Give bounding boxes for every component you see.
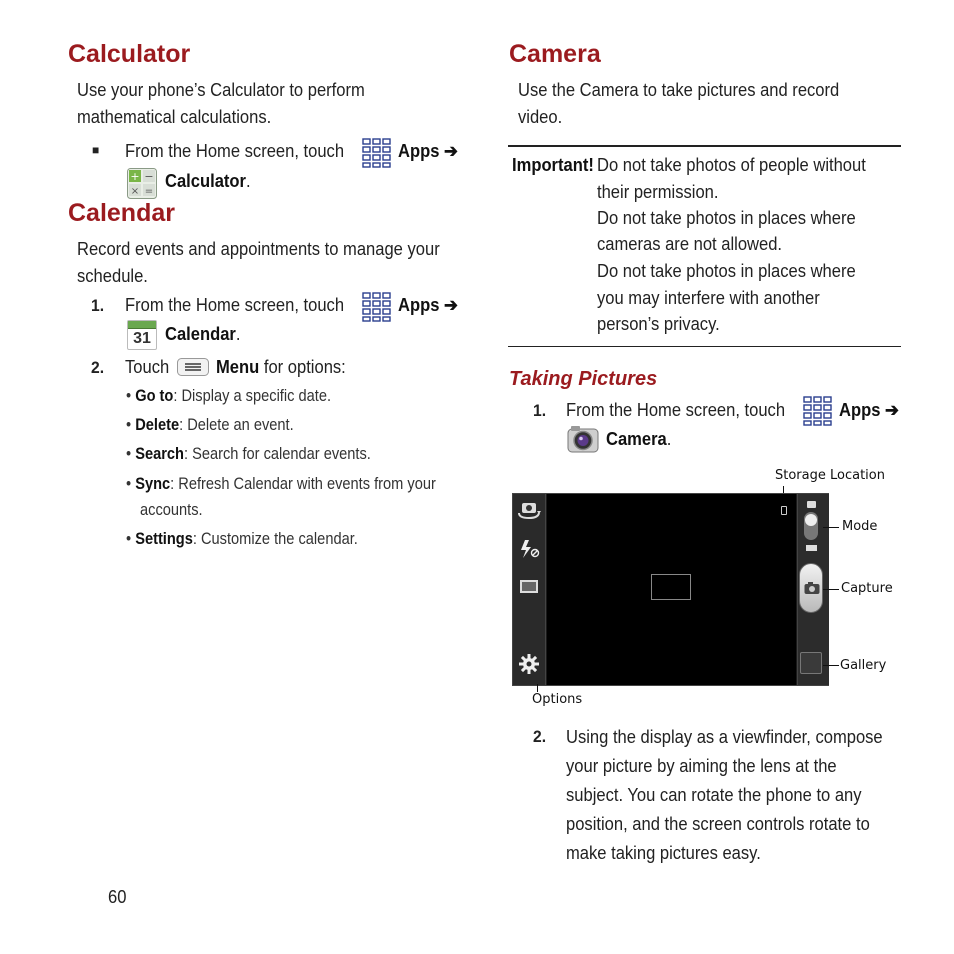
calendar-step1-number: 1.	[91, 296, 105, 315]
camera-target: Camera.	[606, 429, 672, 449]
calendar-option-sync: • Sync: Refresh Calendar with events from your	[126, 474, 436, 493]
camera-step2-line-3: subject. You can rotate the phone to any	[566, 785, 862, 805]
svg-text:−: −	[144, 170, 154, 183]
calculator-heading: Calculator	[68, 40, 191, 68]
options-callout-line	[537, 684, 538, 692]
square-bullet: ■	[92, 143, 100, 157]
important-line-1: Do not take photos of people without	[597, 155, 866, 175]
menu-key-icon	[177, 358, 209, 376]
gallery-callout-line	[823, 665, 839, 666]
important-line-4: cameras are not allowed.	[597, 234, 783, 254]
gallery-callout: Gallery	[840, 658, 887, 673]
options-callout: Options	[532, 692, 583, 707]
camera-step2-number: 2.	[533, 727, 547, 746]
camera-step1-number: 1.	[533, 401, 547, 420]
calendar-option-search: • Search: Search for calendar events.	[126, 444, 371, 463]
storage-location-callout: Storage Location	[775, 468, 885, 483]
camera-viewfinder-screen	[512, 493, 829, 686]
page-number: 60	[108, 887, 127, 907]
calculator-target: Calculator.	[165, 171, 251, 191]
camera-intro-line2: video.	[518, 107, 563, 127]
storage-icon	[781, 506, 787, 515]
calendar-icon: 31	[127, 320, 157, 350]
apps-grid-icon	[362, 138, 392, 168]
mode-callout-line	[823, 527, 839, 528]
camera-step2-line-1: Using the display as a viewfinder, compose	[566, 727, 883, 747]
important-line-2: their permission.	[597, 182, 719, 202]
camera-shutter-icon	[804, 581, 820, 595]
capture-callout: Capture	[841, 581, 893, 596]
calculator-intro-line2: mathematical calculations.	[77, 107, 272, 127]
calendar-step2-touch: Touch	[125, 357, 170, 377]
important-label: Important!	[512, 155, 594, 175]
calendar-heading: Calendar	[68, 199, 175, 227]
camera-heading: Camera	[509, 40, 601, 68]
photo-mode-icon	[807, 501, 816, 508]
calendar-option-goto: • Go to: Display a specific date.	[126, 386, 332, 405]
mode-toggle[interactable]	[804, 512, 818, 540]
gear-icon[interactable]	[518, 653, 540, 675]
camera-apps-label: Apps ➔	[839, 400, 899, 420]
important-line-3: Do not take photos in places where	[597, 208, 856, 228]
calendar-intro-line1: Record events and appointments to manage your	[77, 239, 440, 259]
calculator-apps-label: Apps ➔	[398, 141, 458, 161]
camera-intro-line1: Use the Camera to take pictures and record	[518, 80, 840, 100]
important-line-7: person’s privacy.	[597, 314, 720, 334]
svg-text:×: ×	[130, 186, 140, 197]
svg-text:+: +	[130, 170, 140, 183]
apps-grid-icon	[803, 396, 833, 426]
camera-step2-line-2: your picture by aiming the lens at the	[566, 756, 837, 776]
calendar-step2-number: 2.	[91, 358, 105, 377]
capture-callout-line	[823, 589, 839, 590]
important-bottom-rule	[508, 346, 901, 347]
camera-step2-line-4: position, and the screen controls rotate to	[566, 814, 870, 834]
scene-mode-icon[interactable]	[520, 580, 538, 593]
calculator-step-text: From the Home screen, touch	[125, 141, 345, 161]
focus-frame	[651, 574, 691, 600]
calendar-option-sync-cont: accounts.	[140, 500, 203, 519]
calendar-step1-text: From the Home screen, touch	[125, 295, 345, 315]
calendar-option-settings: • Settings: Customize the calendar.	[126, 529, 358, 548]
important-line-5: Do not take photos in places where	[597, 261, 856, 281]
camera-step1-text: From the Home screen, touch	[566, 400, 786, 420]
switch-camera-icon[interactable]	[516, 499, 542, 521]
calculator-intro-line1: Use your phone’s Calculator to perform	[77, 80, 365, 100]
mode-callout: Mode	[842, 519, 878, 534]
calendar-intro-line2: schedule.	[77, 266, 148, 286]
camera-app-icon	[567, 424, 599, 454]
apps-grid-icon	[362, 292, 392, 322]
calendar-option-delete: • Delete: Delete an event.	[126, 415, 294, 434]
capture-button[interactable]	[799, 563, 823, 613]
video-mode-icon	[806, 545, 817, 551]
calendar-apps-label: Apps ➔	[398, 295, 458, 315]
important-line-6: you may interfere with another	[597, 288, 820, 308]
gallery-thumbnail[interactable]	[800, 652, 822, 674]
important-top-rule	[508, 145, 901, 147]
calendar-step2-menu: Menu for options:	[216, 357, 346, 377]
calculator-icon	[127, 168, 157, 199]
calendar-target: Calendar.	[165, 324, 241, 344]
taking-pictures-heading: Taking Pictures	[509, 368, 658, 390]
flash-icon[interactable]	[518, 538, 540, 560]
svg-text:=: =	[144, 186, 154, 197]
camera-step2-line-5: make taking pictures easy.	[566, 843, 761, 863]
